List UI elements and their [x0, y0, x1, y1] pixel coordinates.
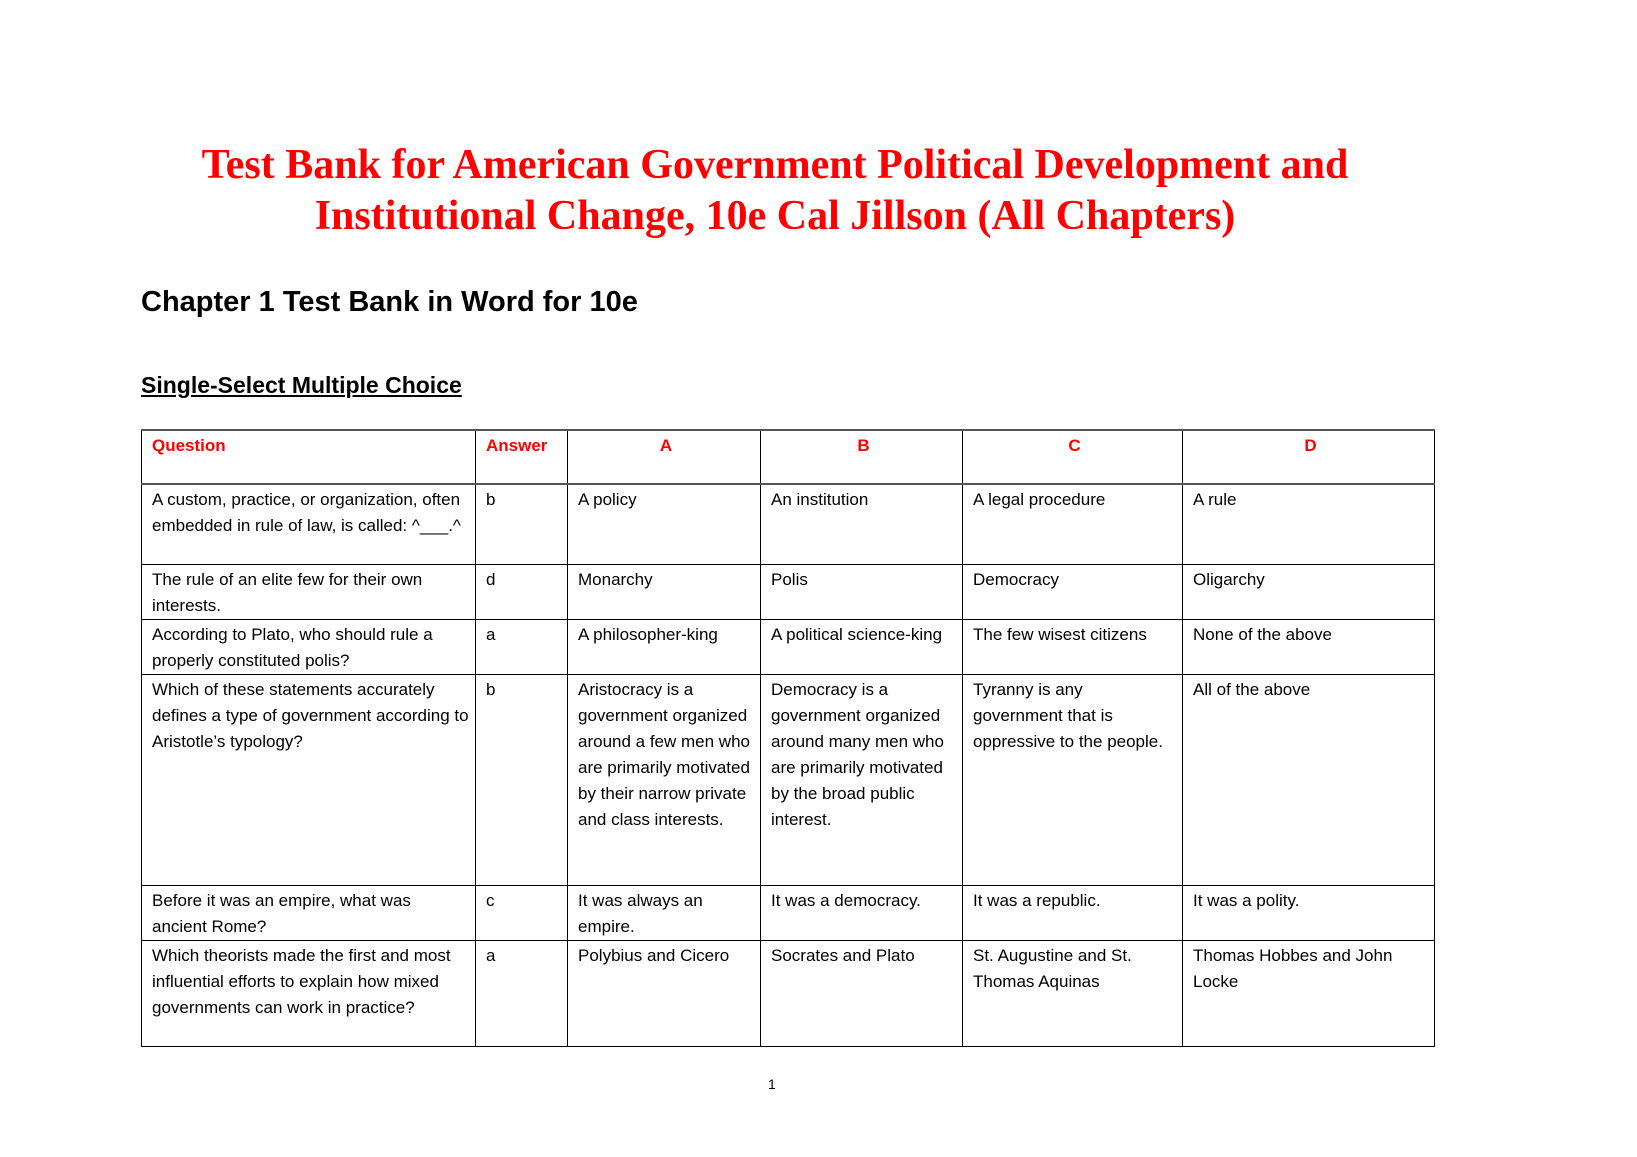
cell-question: The rule of an elite few for their own interests. — [142, 564, 476, 619]
cell-option-a: Polybius and Cicero — [568, 940, 761, 1046]
cell-option-d: It was a polity. — [1183, 885, 1435, 940]
cell-option-b: An institution — [761, 484, 963, 564]
cell-option-a: It was always an empire. — [568, 885, 761, 940]
table-row — [142, 619, 1435, 674]
table-row — [142, 564, 1435, 619]
table-row — [142, 940, 1435, 1046]
cell-option-c: It was a republic. — [963, 885, 1183, 940]
cell-question: According to Plato, who should rule a properly constituted polis? — [142, 619, 476, 674]
cell-option-d: Thomas Hobbes and John Locke — [1183, 940, 1435, 1046]
cell-answer: d — [476, 564, 568, 619]
cell-option-b: Democracy is a government organized around many men who are primarily motivated by the broad public interest. — [761, 674, 963, 885]
header-a: A — [568, 430, 761, 484]
cell-question: Before it was an empire, what was ancient Rome? — [142, 885, 476, 940]
cell-answer: c — [476, 885, 568, 940]
cell-option-d: None of the above — [1183, 619, 1435, 674]
table-row — [142, 885, 1435, 940]
cell-question: Which theorists made the first and most influential efforts to explain how mixed governments can work in practice? — [142, 940, 476, 1046]
table-row — [142, 674, 1435, 885]
cell-answer: a — [476, 940, 568, 1046]
header-answer: Answer — [476, 430, 568, 484]
cell-option-a: Monarchy — [568, 564, 761, 619]
cell-answer: b — [476, 674, 568, 885]
cell-option-c: The few wisest citizens — [963, 619, 1183, 674]
chapter-heading: Chapter 1 Test Bank in Word for 10e — [141, 286, 638, 318]
cell-option-d: Oligarchy — [1183, 564, 1435, 619]
cell-option-d: A rule — [1183, 484, 1435, 564]
section-heading: Single-Select Multiple Choice — [141, 372, 462, 398]
document-title: Test Bank for American Government Political Development and Institutional Change, 10e Cal Jillson (All Chapters) — [201, 142, 1349, 239]
cell-answer: a — [476, 619, 568, 674]
cell-option-a: A policy — [568, 484, 761, 564]
header-d: D — [1183, 430, 1435, 484]
cell-option-c: St. Augustine and St. Thomas Aquinas — [963, 940, 1183, 1046]
header-b: B — [761, 430, 963, 484]
cell-question: Which of these statements accurately defines a type of government according to Aristotle’s typology? — [142, 674, 476, 885]
cell-option-b: Polis — [761, 564, 963, 619]
cell-option-a: Aristocracy is a government organized around a few men who are primarily motivated by their narrow private and class interests. — [568, 674, 761, 885]
cell-option-c: A legal procedure — [963, 484, 1183, 564]
cell-option-a: A philosopher-king — [568, 619, 761, 674]
cell-option-d: All of the above — [1183, 674, 1435, 885]
table-header-row — [142, 430, 1435, 484]
cell-question: A custom, practice, or organization, often embedded in rule of law, is called: ^___.^ — [142, 484, 476, 564]
cell-option-c: Democracy — [963, 564, 1183, 619]
cell-option-b: Socrates and Plato — [761, 940, 963, 1046]
question-table — [141, 429, 1435, 1047]
header-c: C — [963, 430, 1183, 484]
cell-option-b: It was a democracy. — [761, 885, 963, 940]
page-number: 1 — [768, 1076, 776, 1092]
cell-answer: b — [476, 484, 568, 564]
cell-option-c: Tyranny is any government that is oppressive to the people. — [963, 674, 1183, 885]
cell-option-b: A political science-king — [761, 619, 963, 674]
header-question: Question — [142, 430, 476, 484]
table-row — [142, 484, 1435, 564]
